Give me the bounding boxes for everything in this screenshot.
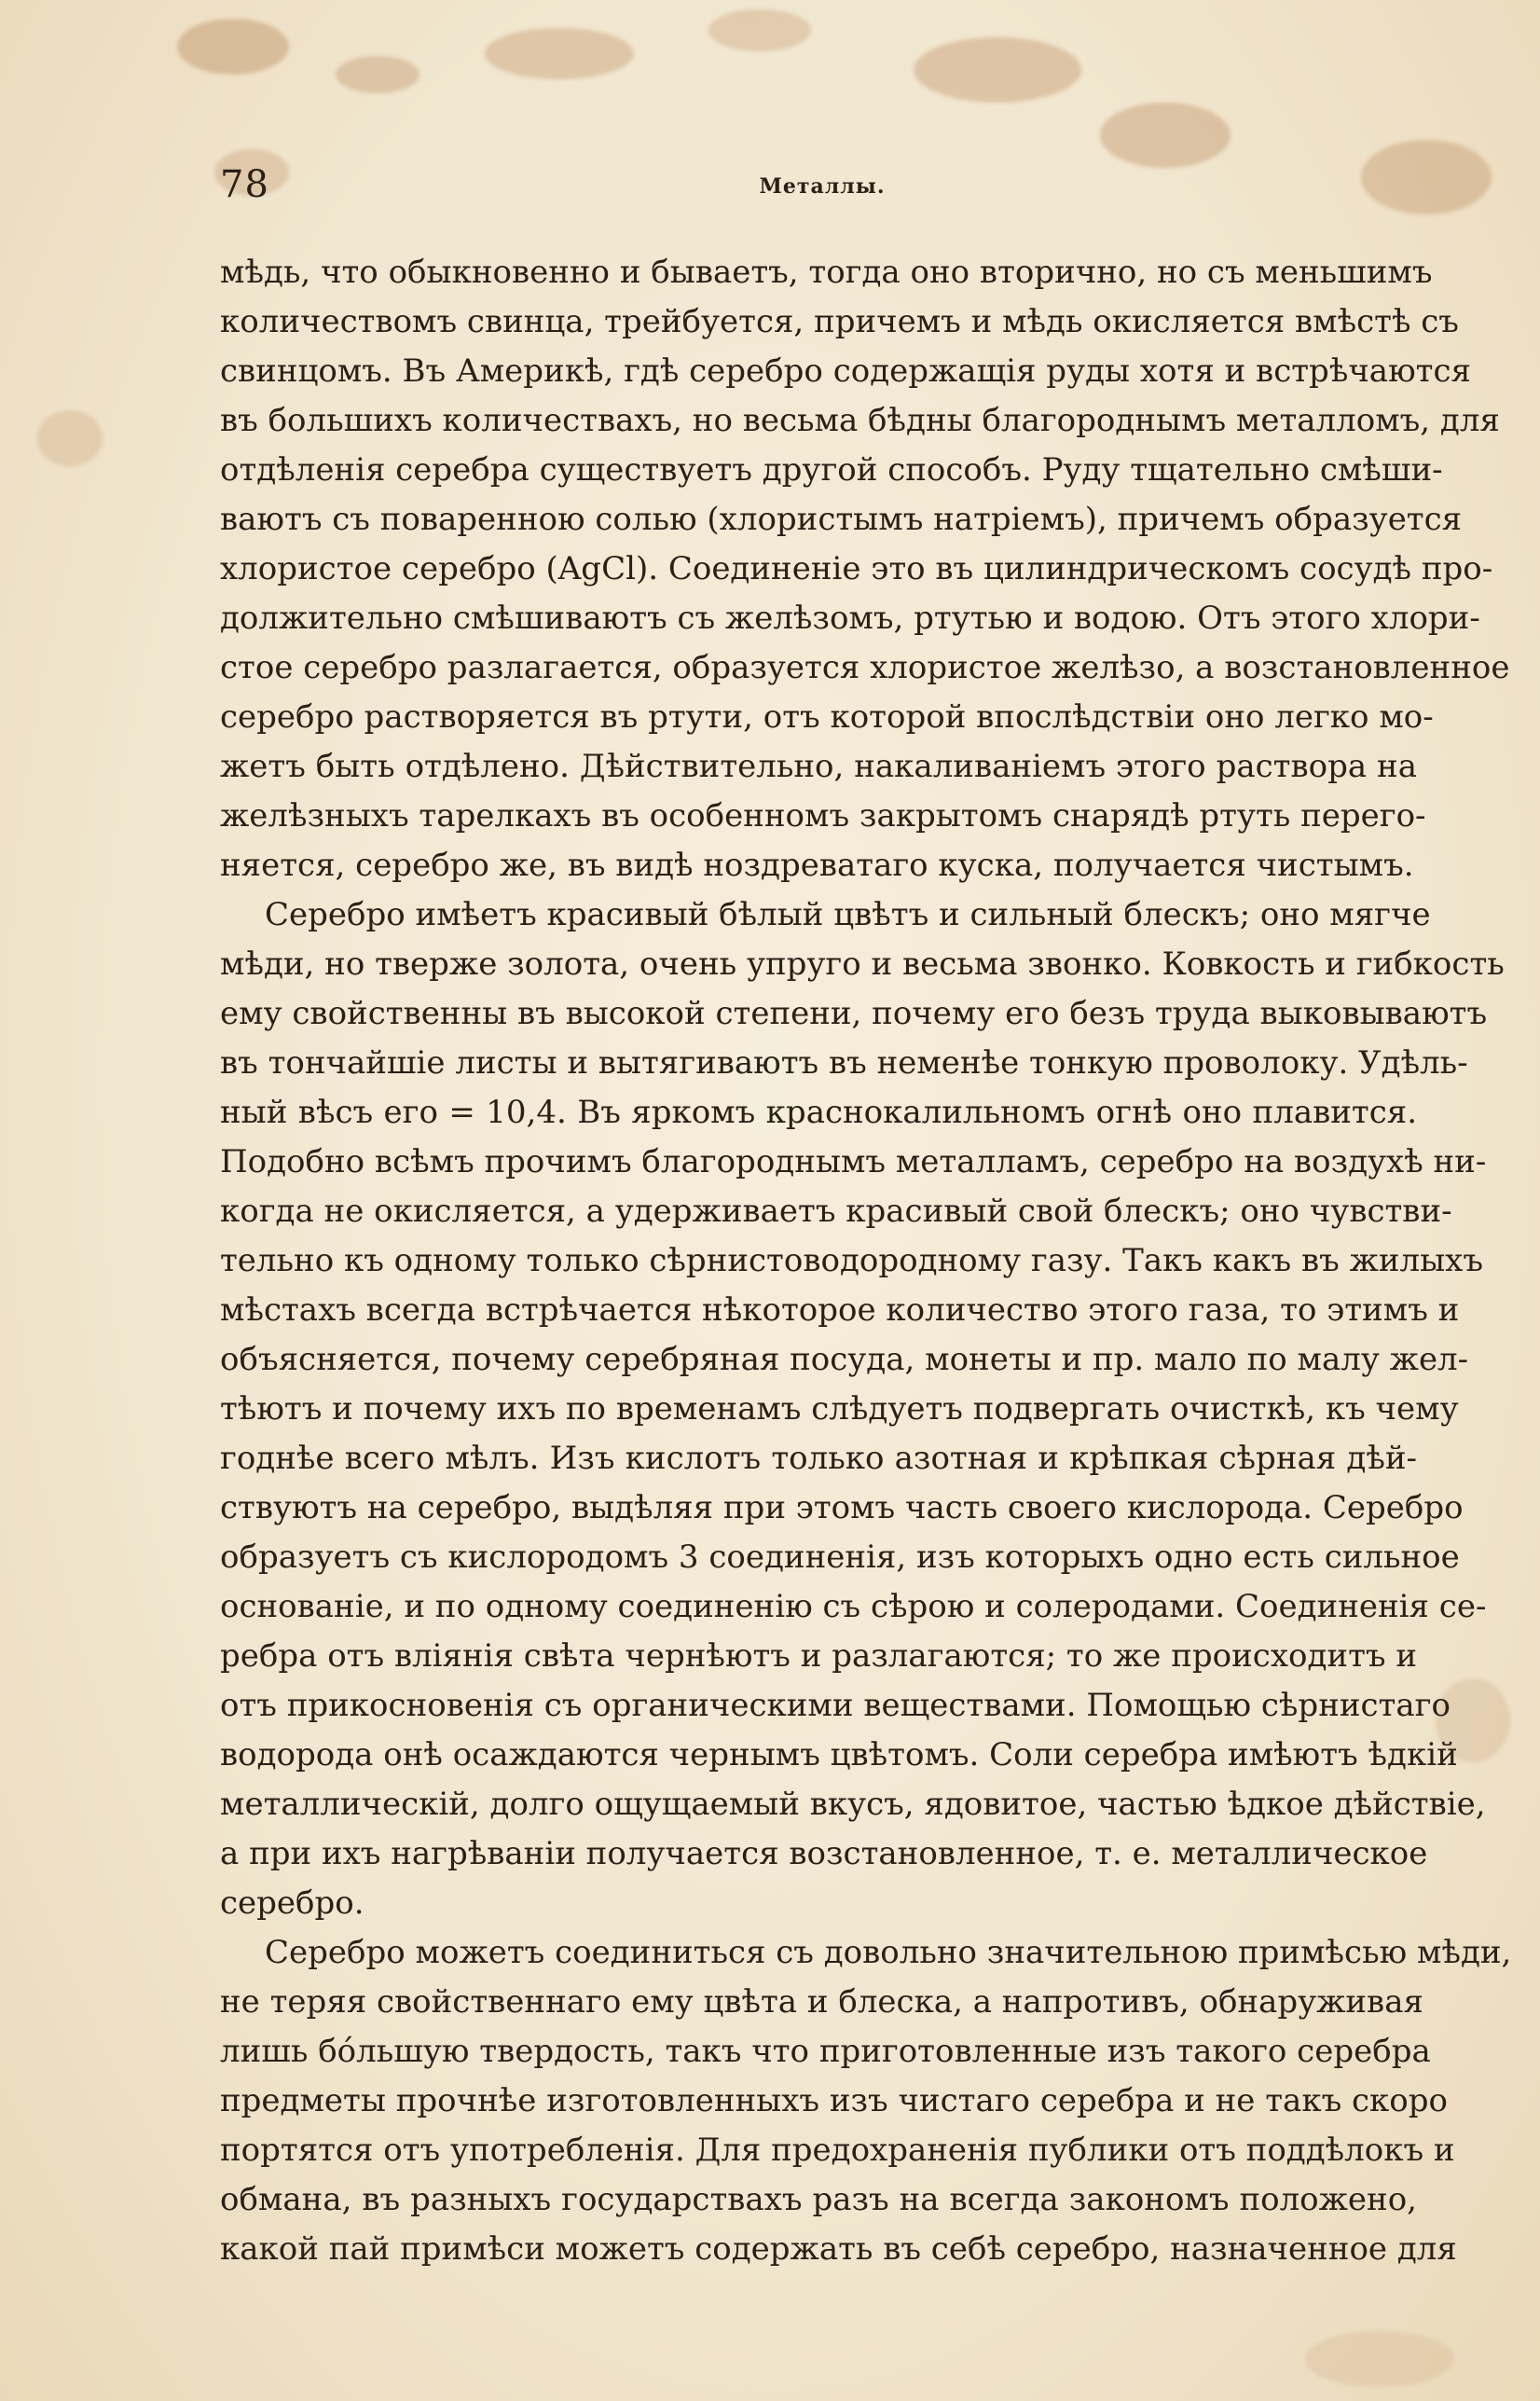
text-line: ный вѣсъ его = 10,4. Въ яркомъ краснокалильномъ огнѣ оно плавится. — [220, 1094, 1417, 1131]
text-line: обмана, въ разныхъ государствахъ разъ на всегда закономъ положено, — [220, 2181, 1417, 2218]
text-line: какой пай примѣси можетъ содержать въ себѣ серебро, назначенное для — [220, 2230, 1457, 2268]
text-line: должительно смѣшиваютъ съ желѣзомъ, ртутью и водою. Отъ этого хлори- — [220, 600, 1480, 637]
text-line: тѣютъ и почему ихъ по временамъ слѣдуетъ подвергать очисткѣ, къ чему — [220, 1390, 1459, 1428]
age-stain — [336, 56, 419, 93]
text-line: объясняется, почему серебряная посуда, монеты и пр. мало по малу жел- — [220, 1341, 1469, 1378]
text-line: ствуютъ на серебро, выдѣляя при этомъ часть своего кислорода. Серебро — [220, 1489, 1464, 1526]
text-line: металлическій, долго ощущаемый вкусъ, ядовитое, частью ѣдкое дѣйствіе, — [220, 1786, 1486, 1823]
text-line: отъ прикосновенія съ органическими веществами. Помощью сѣрнистаго — [220, 1687, 1451, 1724]
text-line: ваютъ съ поваренною солью (хлористымъ натріемъ), причемъ образуется — [220, 501, 1463, 538]
text-line: въ большихъ количествахъ, но весьма бѣдны благороднымъ металломъ, для — [220, 402, 1500, 439]
page-number: 78 — [220, 163, 269, 206]
age-stain — [37, 410, 103, 466]
text-line: ему свойственны въ высокой степени, почему его безъ труда выковываютъ — [220, 995, 1488, 1032]
text-line: основаніе, и по одному соединенію съ сѣрою и солеродами. Соединенія се- — [220, 1588, 1487, 1625]
text-line: лишь бо́льшую твердость, такъ что приготовленные изъ такого серебра — [220, 2033, 1431, 2070]
text-line: отдѣленія серебра существуетъ другой способъ. Руду тщательно смѣши- — [220, 451, 1443, 489]
text-line: Серебро имѣетъ красивый бѣлый цвѣтъ и сильный блескъ; оно мягче — [265, 896, 1431, 933]
text-line: ребра отъ вліянія свѣта чернѣютъ и разлагаются; то же происходитъ и — [220, 1637, 1417, 1675]
age-stain — [485, 28, 634, 79]
text-line: когда не окисляется, а удерживаетъ красивый свой блескъ; оно чувстви- — [220, 1193, 1452, 1230]
text-line: серебро растворяется въ ртути, отъ которой впослѣдствіи оно легко мо- — [220, 698, 1434, 736]
text-line: Серебро можетъ соединиться съ довольно значительною примѣсью мѣди, — [265, 1934, 1512, 1971]
text-line: портятся отъ употребленія. Для предохраненія публики отъ поддѣлокъ и — [220, 2132, 1455, 2169]
text-line: желѣзныхъ тарелкахъ въ особенномъ закрытомъ снарядѣ ртуть перего- — [220, 797, 1426, 835]
text-line: мѣди, но тверже золота, очень упруго и весьма звонко. Ковкость и гибкость — [220, 945, 1505, 983]
age-stain — [177, 19, 289, 75]
age-stain — [914, 37, 1081, 103]
text-line: мѣстахъ всегда встрѣчается нѣкоторое количество этого газа, то этимъ и — [220, 1291, 1460, 1329]
text-line: образуетъ съ кислородомъ 3 соединенія, изъ которыхъ одно есть сильное — [220, 1539, 1460, 1576]
text-line: стое серебро разлагается, образуется хлористое желѣзо, а возстановленное — [220, 649, 1510, 686]
running-title: Металлы. — [759, 174, 886, 199]
text-line: жетъ быть отдѣлено. Дѣйствительно, накаливаніемъ этого раствора на — [220, 748, 1417, 785]
text-line: годнѣе всего мѣлъ. Изъ кислотъ только азотная и крѣпкая сѣрная дѣй- — [220, 1440, 1417, 1477]
text-line: Подобно всѣмъ прочимъ благороднымъ металламъ, серебро на воздухѣ ни- — [220, 1143, 1487, 1180]
text-line: тельно къ одному только сѣрнистоводородному газу. Такъ какъ въ жилыхъ — [220, 1242, 1483, 1279]
text-line: въ тончайшіе листы и вытягиваютъ въ неменѣе тонкую проволоку. Удѣль- — [220, 1044, 1468, 1082]
text-line: няется, серебро же, въ видѣ ноздреватаго куска, получается чистымъ. — [220, 847, 1414, 884]
page-header — [220, 157, 1424, 213]
text-line: а при ихъ нагрѣваніи получается возстановленное, т. е. металлическое — [220, 1835, 1428, 1872]
text-line: свинцомъ. Въ Америкѣ, гдѣ серебро содержащія руды хотя и встрѣчаются — [220, 352, 1471, 390]
text-line: предметы прочнѣе изготовленныхъ изъ чистаго серебра и не такъ скоро — [220, 2082, 1449, 2119]
text-line: водорода онѣ осаждаются чернымъ цвѣтомъ. Соли серебра имѣютъ ѣдкій — [220, 1736, 1458, 1773]
age-stain — [1305, 2331, 1454, 2387]
text-line: мѣдь, что обыкновенно и бываетъ, тогда оно вторично, но съ меньшимъ — [220, 254, 1433, 291]
text-line: не теряя свойственнаго ему цвѣта и блеска, а напротивъ, обнаруживая — [220, 1983, 1423, 2021]
text-line: хлористое серебро (AgCl). Соединеніе это въ цилиндрическомъ сосудѣ про- — [220, 550, 1493, 587]
body-text — [220, 248, 1512, 2274]
text-line: серебро. — [220, 1884, 364, 1922]
age-stain — [708, 9, 811, 51]
text-line: количествомъ свинца, трейбуется, причемъ и мѣдь окисляется вмѣстѣ съ — [220, 303, 1459, 340]
